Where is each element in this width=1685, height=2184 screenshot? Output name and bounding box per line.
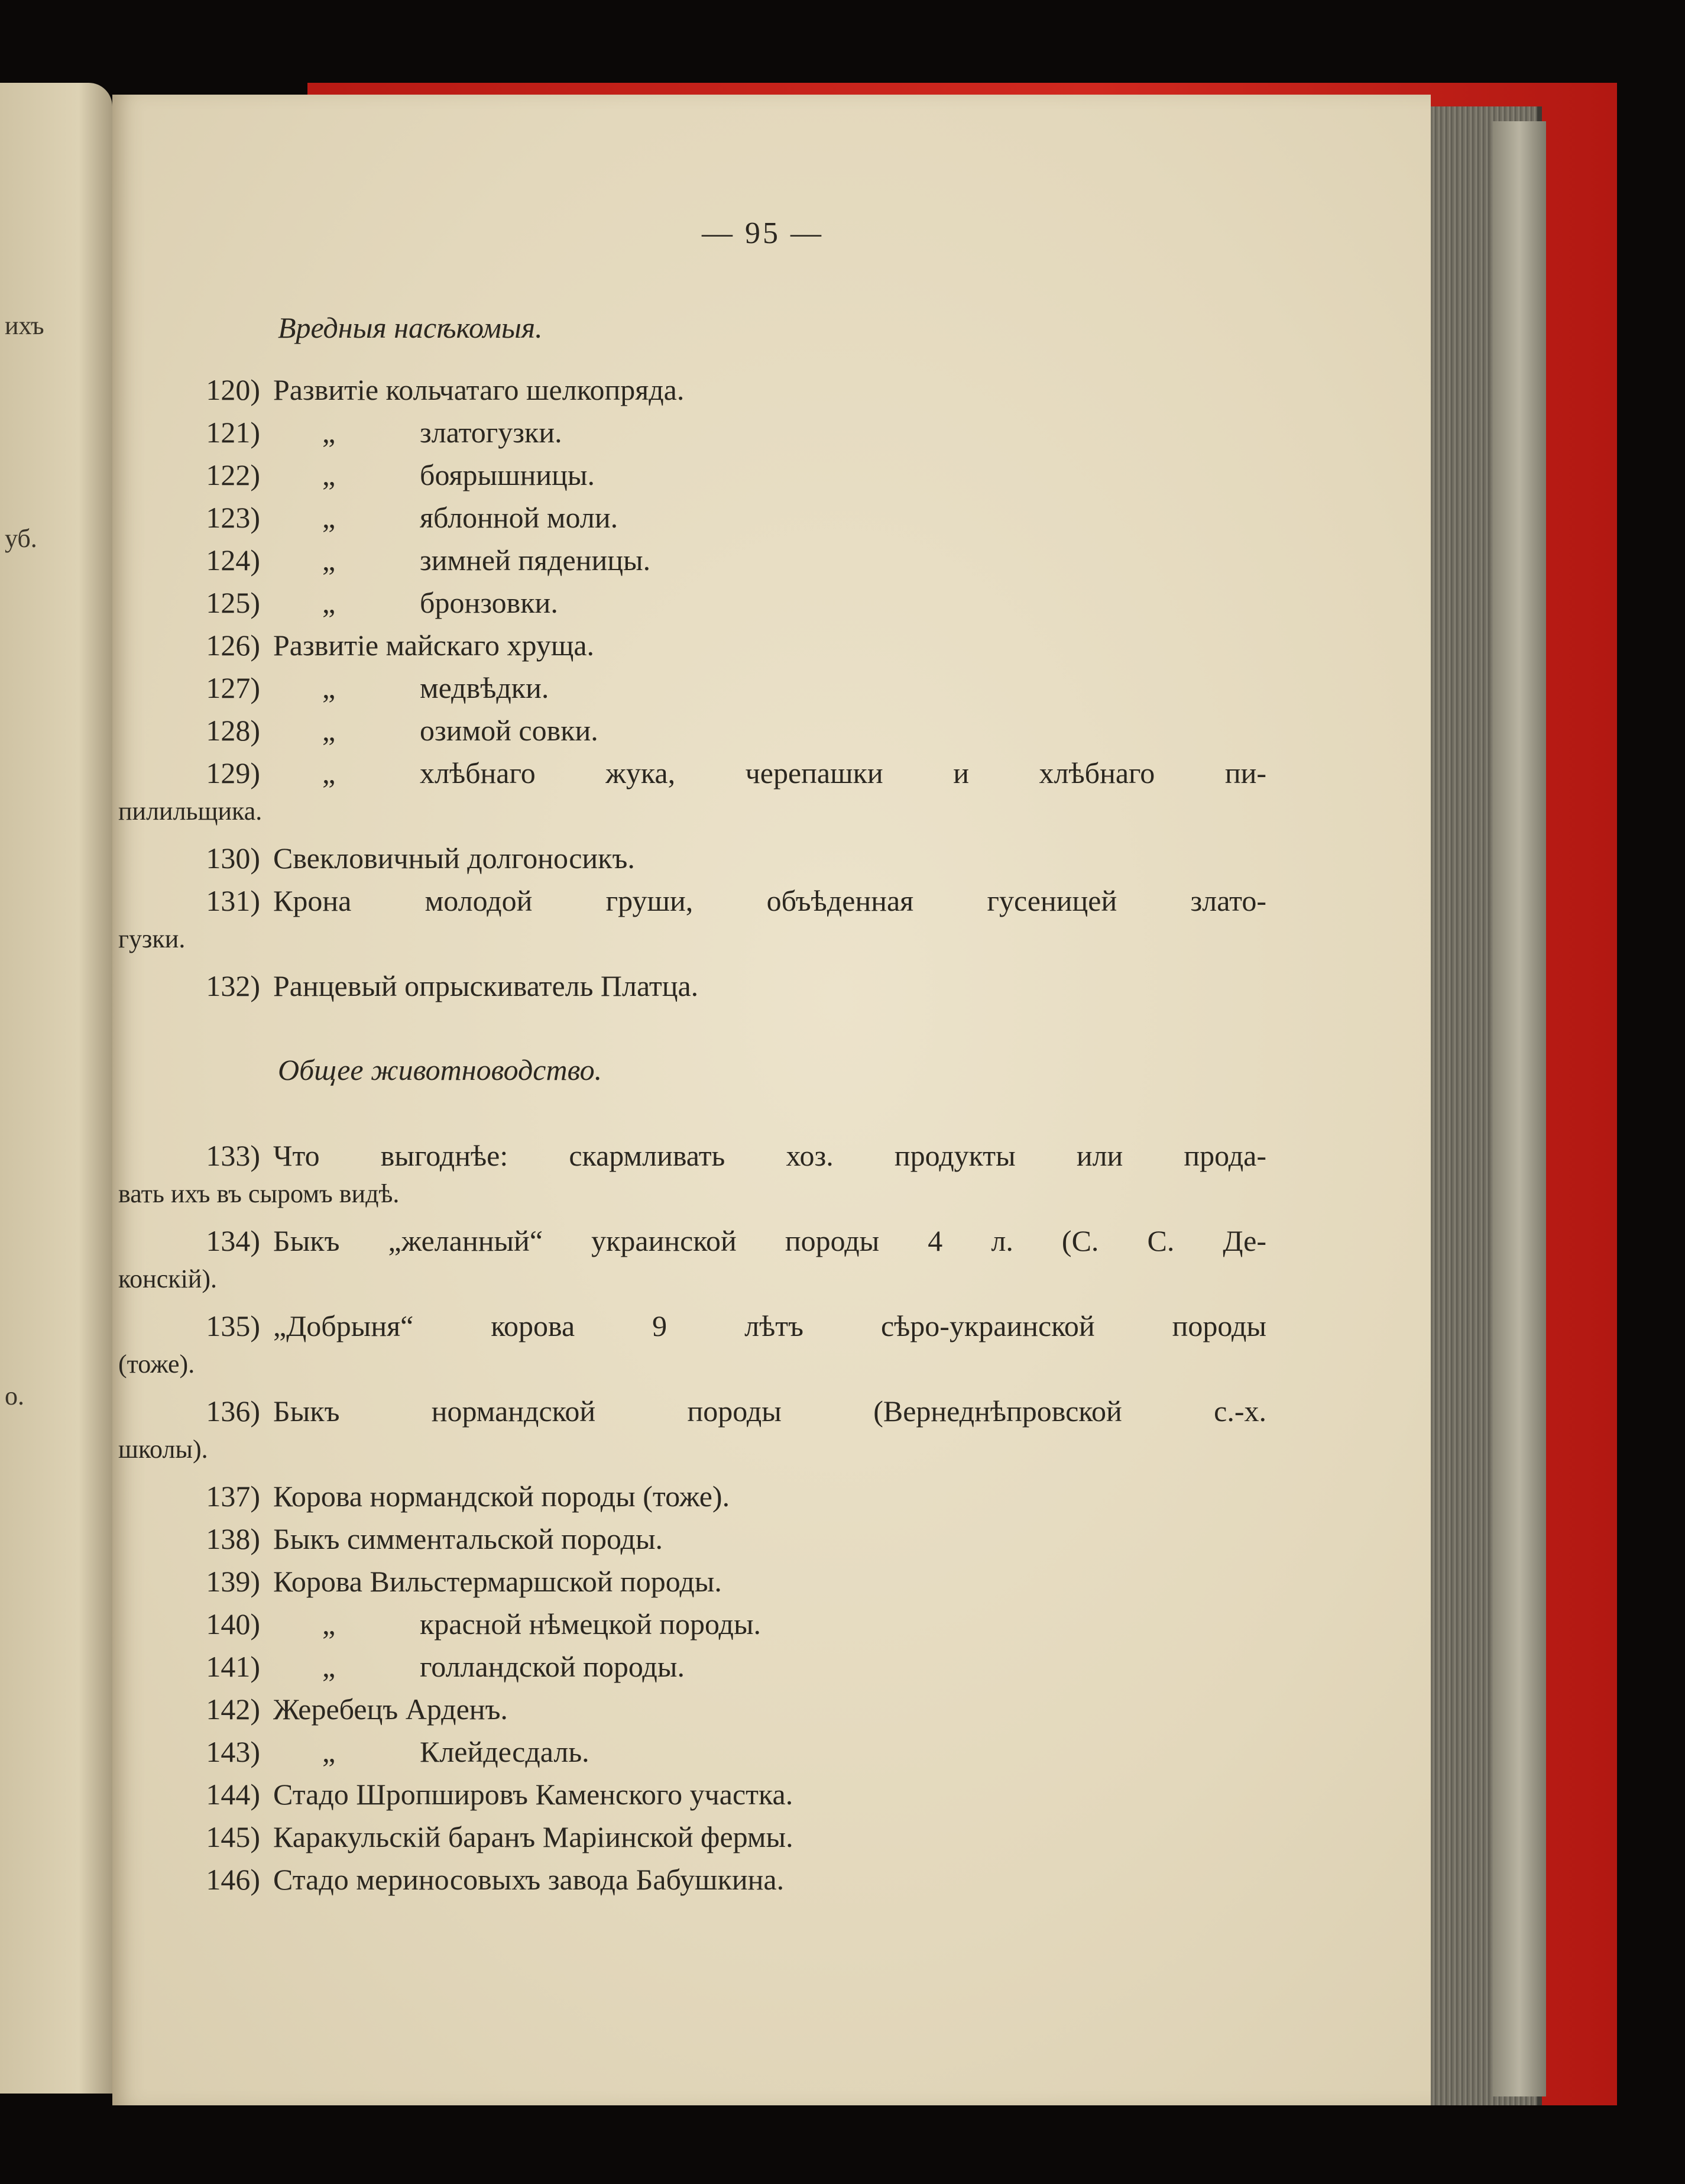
list-item xyxy=(112,713,1431,756)
list-item xyxy=(112,841,1431,884)
item-text: яблонной моли. xyxy=(420,501,618,534)
item-number: 120) xyxy=(206,373,260,406)
item-number: 143) xyxy=(206,1735,260,1768)
left-page-edge xyxy=(0,83,112,2094)
list-item xyxy=(112,500,1431,543)
item-text: красной нѣмецкой породы. xyxy=(420,1607,762,1641)
item-number: 130) xyxy=(206,842,260,875)
item-number: 128) xyxy=(206,714,260,747)
item-continuation: гузки. xyxy=(118,924,186,953)
item-number: 126) xyxy=(206,629,260,662)
item-continuation: вать ихъ въ сыромъ видѣ. xyxy=(118,1179,400,1208)
list-item xyxy=(112,415,1431,458)
ditto-mark: „ xyxy=(322,416,336,449)
item-text: Корова Вильстермаршской породы. xyxy=(273,1565,722,1598)
list-item xyxy=(112,543,1431,585)
list-item xyxy=(112,1138,1431,1181)
ditto-mark: „ xyxy=(322,586,336,619)
item-continuation: школы). xyxy=(118,1435,208,1464)
list-item xyxy=(112,969,1431,1011)
item-text: Развитіе кольчатаго шелкопряда. xyxy=(273,373,685,406)
item-text: хлѣбнаго жука, черепашки и хлѣбнаго пи- xyxy=(420,756,1266,790)
left-page-fragment: ихъ xyxy=(5,311,44,340)
page-curl xyxy=(1493,121,1546,2096)
item-number: 122) xyxy=(206,458,260,491)
ditto-mark: „ xyxy=(322,671,336,704)
item-text: Ранцевый опрыскиватель Платца. xyxy=(273,969,699,1002)
item-text: Крона молодой груши, объѣденная гусеницей злато- xyxy=(273,884,1266,917)
list-item xyxy=(112,884,1431,926)
ditto-mark: „ xyxy=(322,458,336,491)
list-item xyxy=(112,1735,1431,1777)
list-item xyxy=(112,1777,1431,1820)
ditto-mark: „ xyxy=(322,1735,336,1768)
item-number: 139) xyxy=(206,1565,260,1598)
left-page-fragment: о. xyxy=(5,1381,24,1410)
item-text: Корова нормандской породы (тоже). xyxy=(273,1480,730,1513)
item-number: 142) xyxy=(206,1693,260,1726)
item-number: 131) xyxy=(206,884,260,917)
item-number: 132) xyxy=(206,969,260,1002)
list-item xyxy=(112,1607,1431,1649)
item-number: 144) xyxy=(206,1778,260,1811)
item-text: Стадо Шропшировъ Каменского участка. xyxy=(273,1778,793,1811)
item-number: 127) xyxy=(206,671,260,704)
list-item xyxy=(112,1224,1431,1266)
item-text: Стадо мериносовыхъ завода Бабушкина. xyxy=(273,1863,785,1896)
item-number: 141) xyxy=(206,1650,260,1683)
list-item xyxy=(112,1309,1431,1351)
list-item xyxy=(112,1522,1431,1564)
item-continuation: пилильщика. xyxy=(118,797,263,826)
item-text: бронзовки. xyxy=(420,586,558,619)
list-item xyxy=(112,1649,1431,1692)
list-item xyxy=(112,1564,1431,1607)
list-item xyxy=(112,628,1431,671)
ditto-mark: „ xyxy=(322,543,336,577)
item-number: 121) xyxy=(206,416,260,449)
item-number: 129) xyxy=(206,756,260,790)
list-item xyxy=(112,373,1431,415)
page-number: — 95 — xyxy=(702,216,824,250)
section-heading-livestock: Общее животноводство. xyxy=(278,1053,602,1086)
item-number: 136) xyxy=(206,1394,260,1428)
list-item xyxy=(112,458,1431,500)
item-number: 140) xyxy=(206,1607,260,1641)
item-text: Жеребецъ Арденъ. xyxy=(273,1693,508,1726)
item-number: 138) xyxy=(206,1522,260,1555)
item-text: Что выгоднѣе: скармливать хоз. продукты или прода- xyxy=(273,1139,1266,1172)
list-item xyxy=(112,585,1431,628)
left-page-fragment: уб. xyxy=(5,524,37,553)
item-number: 145) xyxy=(206,1820,260,1853)
list-item xyxy=(112,1820,1431,1862)
ditto-mark: „ xyxy=(322,756,336,790)
item-text: Быкъ симментальской породы. xyxy=(273,1522,663,1555)
ditto-mark: „ xyxy=(322,714,336,747)
item-text: голландской породы. xyxy=(420,1650,685,1683)
item-text: Быкъ „желанный“ украинской породы 4 л. (С. С. Де- xyxy=(273,1224,1266,1257)
item-text: „Добрыня“ корова 9 лѣтъ сѣро-украинской породы xyxy=(273,1309,1266,1342)
item-text: боярышницы. xyxy=(420,458,595,491)
item-text: Развитіе майскаго хруща. xyxy=(273,629,595,662)
item-number: 125) xyxy=(206,586,260,619)
item-text: Свекловичный долгоносикъ. xyxy=(273,842,635,875)
section-heading-pests: Вредныя насѣкомыя. xyxy=(278,311,543,344)
list-item xyxy=(112,1479,1431,1522)
list-item xyxy=(112,1692,1431,1735)
list-item xyxy=(112,671,1431,713)
book-page xyxy=(112,95,1431,2105)
item-text: зимней пяденицы. xyxy=(420,543,651,577)
item-number: 123) xyxy=(206,501,260,534)
ditto-mark: „ xyxy=(322,1650,336,1683)
item-continuation: (тоже). xyxy=(118,1350,195,1379)
item-text: озимой совки. xyxy=(420,714,598,747)
item-text: медвѣдки. xyxy=(420,671,549,704)
item-text: златогузки. xyxy=(420,416,562,449)
item-number: 135) xyxy=(206,1309,260,1342)
item-number: 137) xyxy=(206,1480,260,1513)
item-text: Клейдесдаль. xyxy=(420,1735,589,1768)
item-text: Быкъ нормандской породы (Вернеднѣпровской с.-х. xyxy=(273,1394,1266,1428)
list-item xyxy=(112,1862,1431,1905)
list-item xyxy=(112,756,1431,798)
list-item xyxy=(112,1394,1431,1436)
item-number: 134) xyxy=(206,1224,260,1257)
item-continuation: конскій). xyxy=(118,1264,218,1293)
ditto-mark: „ xyxy=(322,501,336,534)
item-number: 133) xyxy=(206,1139,260,1172)
ditto-mark: „ xyxy=(322,1607,336,1641)
item-number: 124) xyxy=(206,543,260,577)
item-number: 146) xyxy=(206,1863,260,1896)
item-text: Каракульскій баранъ Маріинской фермы. xyxy=(273,1820,793,1853)
